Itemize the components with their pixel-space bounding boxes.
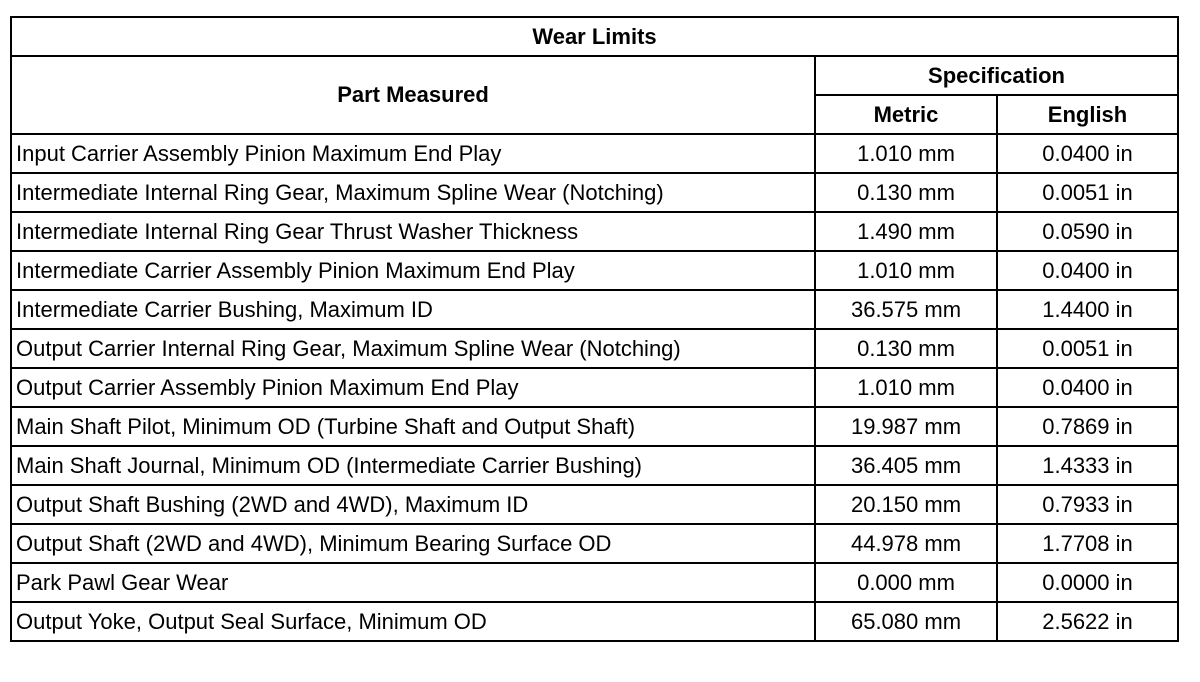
english-cell: 0.7933 in (997, 485, 1178, 524)
part-cell: Intermediate Carrier Assembly Pinion Maximum End Play (11, 251, 815, 290)
english-cell: 1.4333 in (997, 446, 1178, 485)
english-cell: 0.0400 in (997, 251, 1178, 290)
table-row (11, 134, 1178, 173)
english-cell: 0.0400 in (997, 134, 1178, 173)
table-row (11, 368, 1178, 407)
metric-cell: 1.010 mm (815, 251, 997, 290)
english-cell: 0.0400 in (997, 368, 1178, 407)
part-measured-header: Part Measured (11, 56, 815, 134)
specification-header: Specification (815, 56, 1178, 95)
table-row (11, 407, 1178, 446)
table-row (11, 602, 1178, 641)
table-row (11, 290, 1178, 329)
english-cell: 1.4400 in (997, 290, 1178, 329)
english-cell: 0.0051 in (997, 329, 1178, 368)
part-cell: Intermediate Carrier Bushing, Maximum ID (11, 290, 815, 329)
metric-cell: 1.010 mm (815, 134, 997, 173)
english-cell: 1.7708 in (997, 524, 1178, 563)
metric-cell: 0.130 mm (815, 329, 997, 368)
table-row (11, 524, 1178, 563)
english-header: English (997, 95, 1178, 134)
table-row (11, 173, 1178, 212)
metric-cell: 1.010 mm (815, 368, 997, 407)
table-row (11, 563, 1178, 602)
part-cell: Output Carrier Assembly Pinion Maximum End Play (11, 368, 815, 407)
part-cell: Intermediate Internal Ring Gear Thrust Washer Thickness (11, 212, 815, 251)
metric-cell: 36.575 mm (815, 290, 997, 329)
part-cell: Intermediate Internal Ring Gear, Maximum Spline Wear (Notching) (11, 173, 815, 212)
metric-cell: 36.405 mm (815, 446, 997, 485)
metric-header: Metric (815, 95, 997, 134)
table-row (11, 329, 1178, 368)
metric-cell: 0.000 mm (815, 563, 997, 602)
title-row (11, 17, 1178, 56)
english-cell: 0.0000 in (997, 563, 1178, 602)
metric-cell: 44.978 mm (815, 524, 997, 563)
table-row (11, 485, 1178, 524)
table-row (11, 446, 1178, 485)
english-cell: 0.0590 in (997, 212, 1178, 251)
table-title: Wear Limits (11, 17, 1178, 56)
metric-cell: 19.987 mm (815, 407, 997, 446)
part-cell: Output Carrier Internal Ring Gear, Maximum Spline Wear (Notching) (11, 329, 815, 368)
metric-cell: 20.150 mm (815, 485, 997, 524)
metric-cell: 1.490 mm (815, 212, 997, 251)
table-row (11, 212, 1178, 251)
part-cell: Input Carrier Assembly Pinion Maximum End Play (11, 134, 815, 173)
english-cell: 2.5622 in (997, 602, 1178, 641)
table-row (11, 251, 1178, 290)
part-cell: Output Yoke, Output Seal Surface, Minimum OD (11, 602, 815, 641)
part-cell: Main Shaft Journal, Minimum OD (Intermediate Carrier Bushing) (11, 446, 815, 485)
part-cell: Output Shaft Bushing (2WD and 4WD), Maximum ID (11, 485, 815, 524)
wear-limits-table (10, 16, 1179, 642)
english-cell: 0.7869 in (997, 407, 1178, 446)
table-body (11, 134, 1178, 641)
english-cell: 0.0051 in (997, 173, 1178, 212)
part-cell: Main Shaft Pilot, Minimum OD (Turbine Shaft and Output Shaft) (11, 407, 815, 446)
part-cell: Output Shaft (2WD and 4WD), Minimum Bearing Surface OD (11, 524, 815, 563)
part-cell: Park Pawl Gear Wear (11, 563, 815, 602)
table-header (11, 17, 1178, 134)
metric-cell: 65.080 mm (815, 602, 997, 641)
metric-cell: 0.130 mm (815, 173, 997, 212)
header-row-1 (11, 56, 1178, 95)
